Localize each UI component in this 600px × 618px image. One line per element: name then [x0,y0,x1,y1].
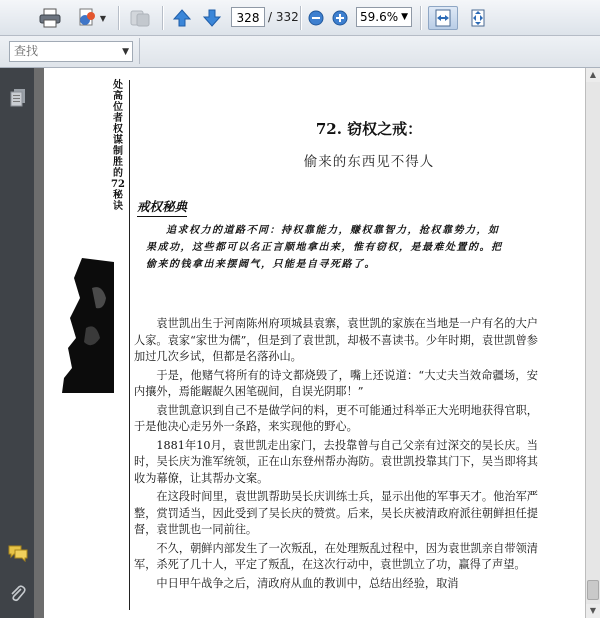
plus-circle-icon [332,10,348,26]
running-title: 处高位者权谋制胜的72秘诀 [111,80,125,212]
print-button[interactable] [36,6,64,30]
navigation-panel [0,68,34,618]
scroll-down-arrow-icon[interactable]: ▼ [586,604,600,618]
toolbar-separator [300,6,302,30]
chapter-title: 72. 窃权之戒： [315,120,423,138]
paragraph: 于是，他赌气将所有的诗文都烧毁了，嘴上还说道：“大丈夫当效命疆场，安内攘外，焉能龌龊久困笔砚间，自误光阴耶！” [134,368,538,398]
next-page-button[interactable] [201,6,223,30]
document-page [44,68,585,618]
chevron-down-icon: ▼ [401,12,408,22]
arrow-down-icon [203,9,221,27]
paragraph: 不久，朝鲜内部发生了一次叛乱，在处理叛乱过程中，因为袁世凯亲自带领清军，杀死了几十人，平定了叛乱，在这次行动中，袁世凯立了功，赢得了声望。 [134,541,538,571]
page-total-label: / 332 [268,10,299,24]
find-separator [139,38,140,64]
fit-page-icon [468,8,488,28]
body-text [134,316,538,594]
fit-page-button[interactable] [464,6,492,30]
paragraph: 中日甲午战争之后，清政府从血的教训中，总结出经验，取消 [156,576,459,590]
margin-rule [129,80,130,610]
section-heading: 戒权秘典 [137,197,187,217]
minus-circle-icon [308,10,324,26]
share-button[interactable] [126,6,154,30]
toolbar-separator [118,6,120,30]
chapter-subtitle: 偷来的东西见不得人 [303,154,435,170]
chevron-down-icon: ▼ [99,13,107,23]
share-disabled-icon [129,8,151,28]
fit-width-button[interactable] [428,6,458,30]
find-placeholder: 查找 [14,44,39,58]
edit-pdf-icon [76,7,98,29]
prev-page-button[interactable] [171,6,193,30]
page-gutter [34,68,44,618]
scroll-thumb[interactable] [587,580,599,600]
page-number-input[interactable]: 328 [231,7,265,27]
find-input[interactable] [9,41,133,62]
zoom-out-button[interactable] [306,6,326,30]
zoom-value: 59.6% [360,10,399,24]
paragraph: 袁世凯意识到自己不是做学问的料，更不可能通过科举正大光明地获得官职，于是他决心走另外一条路，来实现他的野心。 [134,403,538,433]
pages-panel-button[interactable] [8,88,28,108]
main-toolbar [0,0,600,36]
toolbar-separator [162,6,164,30]
zoom-in-button[interactable] [330,6,350,30]
scroll-up-arrow-icon[interactable]: ▲ [586,68,600,82]
attachments-panel-button[interactable] [8,584,28,604]
paragraph: 1881年10月，袁世凯走出家门，去投靠曾与自己父亲有过深交的吴长庆。当时，吴长庆为淮军统领，正在山东登州帮办海防。袁世凯投靠其门下，吴当即将其收为幕僚，让其帮办文案。 [134,438,538,485]
chevron-down-icon: ▼ [122,47,129,57]
zoom-select[interactable] [356,7,412,27]
pages-icon [9,88,27,108]
toolbar-separator [420,6,422,30]
comments-icon [8,544,28,562]
fit-width-icon [433,9,453,27]
paperclip-icon [9,584,27,604]
comments-panel-button[interactable] [8,543,28,563]
vertical-scrollbar[interactable] [585,68,600,618]
arrow-up-icon [173,9,191,27]
paragraph: 袁世凯出生于河南陈州府项城县袁寨，袁世凯的家族在当地是一户有名的大户人家。袁家“家世为儒”，但是到了袁世凯，却极不喜读书。少年时期，袁世凯曾参加过几次乡试，但都是名落孙山。 [134,317,538,363]
edit-export-button[interactable] [70,6,112,30]
paragraph: 在这段时间里，袁世凯帮助吴长庆训练士兵，显示出他的军事天才。他治军严整，赏罚适当，因此受到了吴长庆的赞赏。后来，吴长庆被清政府派往朝鲜担任提督，袁世凯也一同前往。 [134,490,538,536]
epigraph: 追求权力的道路不同：持权靠能力，赚权靠智力，抢权靠势力，如果成功，这些都可以名正言顺地拿出来，惟有窃权，是最难处置的。把偷来的钱拿出来摆阔气，只能是自寻死路了。 [146,225,503,270]
printer-icon [39,8,61,28]
margin-photo-icon [62,258,114,393]
